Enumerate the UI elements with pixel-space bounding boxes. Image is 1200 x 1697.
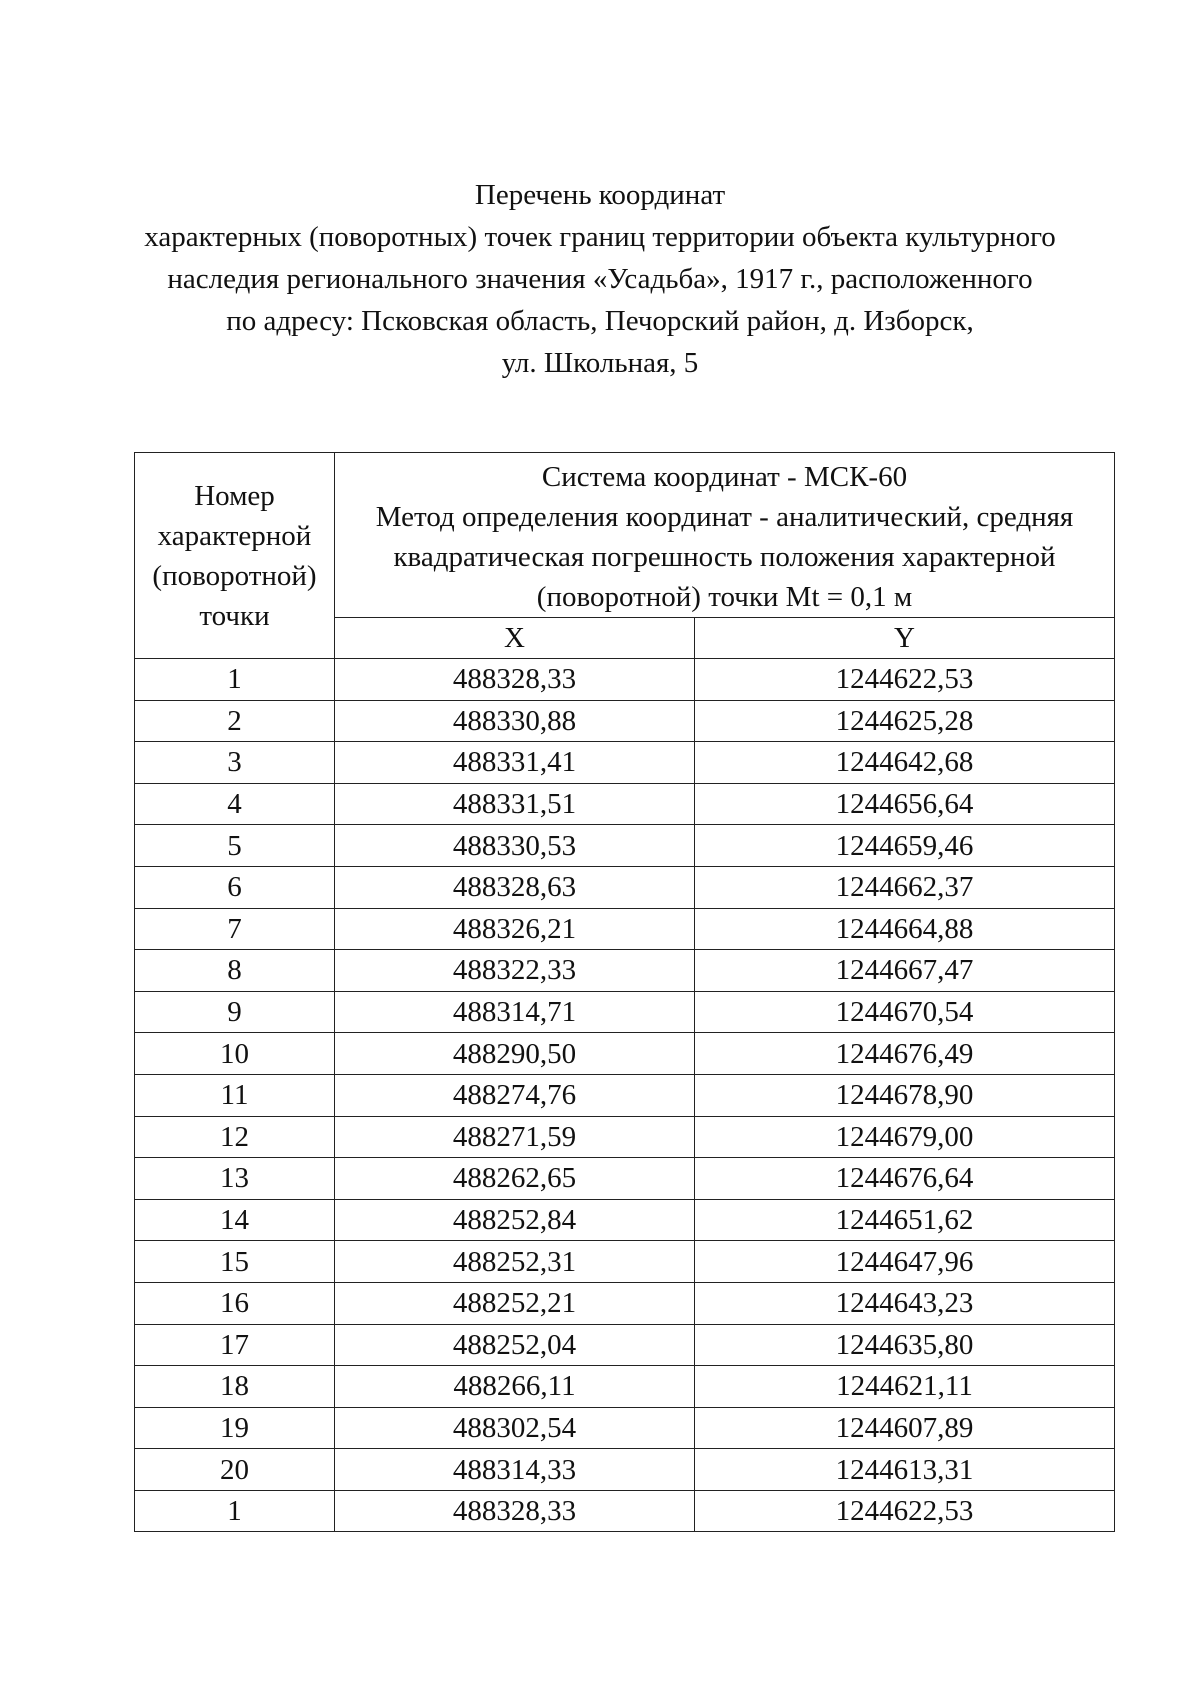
x-coordinate-cell: 488274,76: [335, 1074, 695, 1116]
y-coordinate-cell: 1244670,54: [695, 991, 1115, 1033]
y-coordinate-cell: 1244656,64: [695, 783, 1115, 825]
x-coordinate-cell: 488326,21: [335, 908, 695, 950]
point-number-header: Номер характерной (поворотной) точки: [135, 453, 335, 659]
title-line: наследия регионального значения «Усадьба», 1917 г., расположенного: [167, 263, 1033, 295]
x-coordinate-cell: 488331,41: [335, 742, 695, 784]
y-coordinate-cell: 1244676,64: [695, 1158, 1115, 1200]
point-number-cell: 1: [135, 659, 335, 701]
x-coordinate-cell: 488262,65: [335, 1158, 695, 1200]
table-row: [135, 866, 1115, 908]
y-coordinate-cell: 1244667,47: [695, 950, 1115, 992]
x-coordinate-cell: 488290,50: [335, 1033, 695, 1075]
y-coordinate-cell: 1244635,80: [695, 1324, 1115, 1366]
x-coordinate-cell: 488330,88: [335, 700, 695, 742]
x-coordinate-cell: 488271,59: [335, 1116, 695, 1158]
table-row: [135, 1116, 1115, 1158]
x-coordinate-cell: 488314,71: [335, 991, 695, 1033]
coordinates-table-body: [135, 659, 1115, 1532]
y-coordinate-cell: 1244622,53: [695, 1490, 1115, 1532]
y-coordinate-cell: 1244613,31: [695, 1449, 1115, 1491]
point-number-cell: 19: [135, 1407, 335, 1449]
point-number-cell: 5: [135, 825, 335, 867]
point-number-cell: 3: [135, 742, 335, 784]
table-row: [135, 700, 1115, 742]
point-number-cell: 15: [135, 1241, 335, 1283]
x-column-header: X: [335, 618, 695, 659]
table-row: [135, 742, 1115, 784]
y-coordinate-cell: 1244659,46: [695, 825, 1115, 867]
y-coordinate-cell: 1244622,53: [695, 659, 1115, 701]
x-coordinate-cell: 488328,33: [335, 659, 695, 701]
table-row: [135, 1282, 1115, 1324]
point-number-cell: 2: [135, 700, 335, 742]
table-row: [135, 783, 1115, 825]
x-coordinate-cell: 488252,31: [335, 1241, 695, 1283]
point-number-cell: 18: [135, 1366, 335, 1408]
table-row: [135, 1449, 1115, 1491]
point-number-cell: 17: [135, 1324, 335, 1366]
point-number-cell: 6: [135, 866, 335, 908]
y-coordinate-cell: 1244664,88: [695, 908, 1115, 950]
point-number-cell: 14: [135, 1199, 335, 1241]
y-coordinate-cell: 1244647,96: [695, 1241, 1115, 1283]
coordinate-system-header: Система координат - МСК-60 Метод определения координат - аналитический, средняя квадратическая погрешность положения характерной (поворотной) точки Mt = 0,1 м: [335, 453, 1115, 618]
table-row: [135, 1033, 1115, 1075]
y-coordinate-cell: 1244679,00: [695, 1116, 1115, 1158]
table-row: [135, 991, 1115, 1033]
point-number-cell: 7: [135, 908, 335, 950]
table-row: [135, 908, 1115, 950]
y-coordinate-cell: 1244676,49: [695, 1033, 1115, 1075]
point-number-cell: 13: [135, 1158, 335, 1200]
x-coordinate-cell: 488252,04: [335, 1324, 695, 1366]
y-coordinate-cell: 1244643,23: [695, 1282, 1115, 1324]
table-row: [135, 1324, 1115, 1366]
document-title: [0, 174, 1200, 384]
x-coordinate-cell: 488330,53: [335, 825, 695, 867]
x-coordinate-cell: 488322,33: [335, 950, 695, 992]
title-line: ул. Школьная, 5: [501, 347, 699, 379]
point-number-cell: 8: [135, 950, 335, 992]
point-number-cell: 20: [135, 1449, 335, 1491]
title-line: характерных (поворотных) точек границ территории объекта культурного: [144, 221, 1056, 253]
point-number-cell: 11: [135, 1074, 335, 1116]
y-coordinate-cell: 1244651,62: [695, 1199, 1115, 1241]
y-coordinate-cell: 1244642,68: [695, 742, 1115, 784]
x-coordinate-cell: 488328,33: [335, 1490, 695, 1532]
x-coordinate-cell: 488252,21: [335, 1282, 695, 1324]
point-number-cell: 12: [135, 1116, 335, 1158]
table-row: [135, 1490, 1115, 1532]
coordinates-table: [134, 452, 1115, 1532]
point-number-cell: 16: [135, 1282, 335, 1324]
y-coordinate-cell: 1244678,90: [695, 1074, 1115, 1116]
table-row: [135, 1241, 1115, 1283]
y-coordinate-cell: 1244625,28: [695, 700, 1115, 742]
point-number-cell: 1: [135, 1490, 335, 1532]
x-coordinate-cell: 488331,51: [335, 783, 695, 825]
table-row: [135, 825, 1115, 867]
x-coordinate-cell: 488314,33: [335, 1449, 695, 1491]
x-coordinate-cell: 488328,63: [335, 866, 695, 908]
table-row: [135, 1199, 1115, 1241]
table-row: [135, 1366, 1115, 1408]
table-row: [135, 950, 1115, 992]
table-row: [135, 1407, 1115, 1449]
table-row: [135, 659, 1115, 701]
point-number-cell: 9: [135, 991, 335, 1033]
y-coordinate-cell: 1244607,89: [695, 1407, 1115, 1449]
table-row: [135, 1074, 1115, 1116]
y-coordinate-cell: 1244662,37: [695, 866, 1115, 908]
y-column-header: Y: [695, 618, 1115, 659]
x-coordinate-cell: 488252,84: [335, 1199, 695, 1241]
x-coordinate-cell: 488302,54: [335, 1407, 695, 1449]
table-row: [135, 1158, 1115, 1200]
point-number-cell: 4: [135, 783, 335, 825]
point-number-cell: 10: [135, 1033, 335, 1075]
title-line: по адресу: Псковская область, Печорский район, д. Изборск,: [226, 305, 974, 337]
x-coordinate-cell: 488266,11: [335, 1366, 695, 1408]
title-line: Перечень координат: [474, 179, 726, 211]
y-coordinate-cell: 1244621,11: [695, 1366, 1115, 1408]
